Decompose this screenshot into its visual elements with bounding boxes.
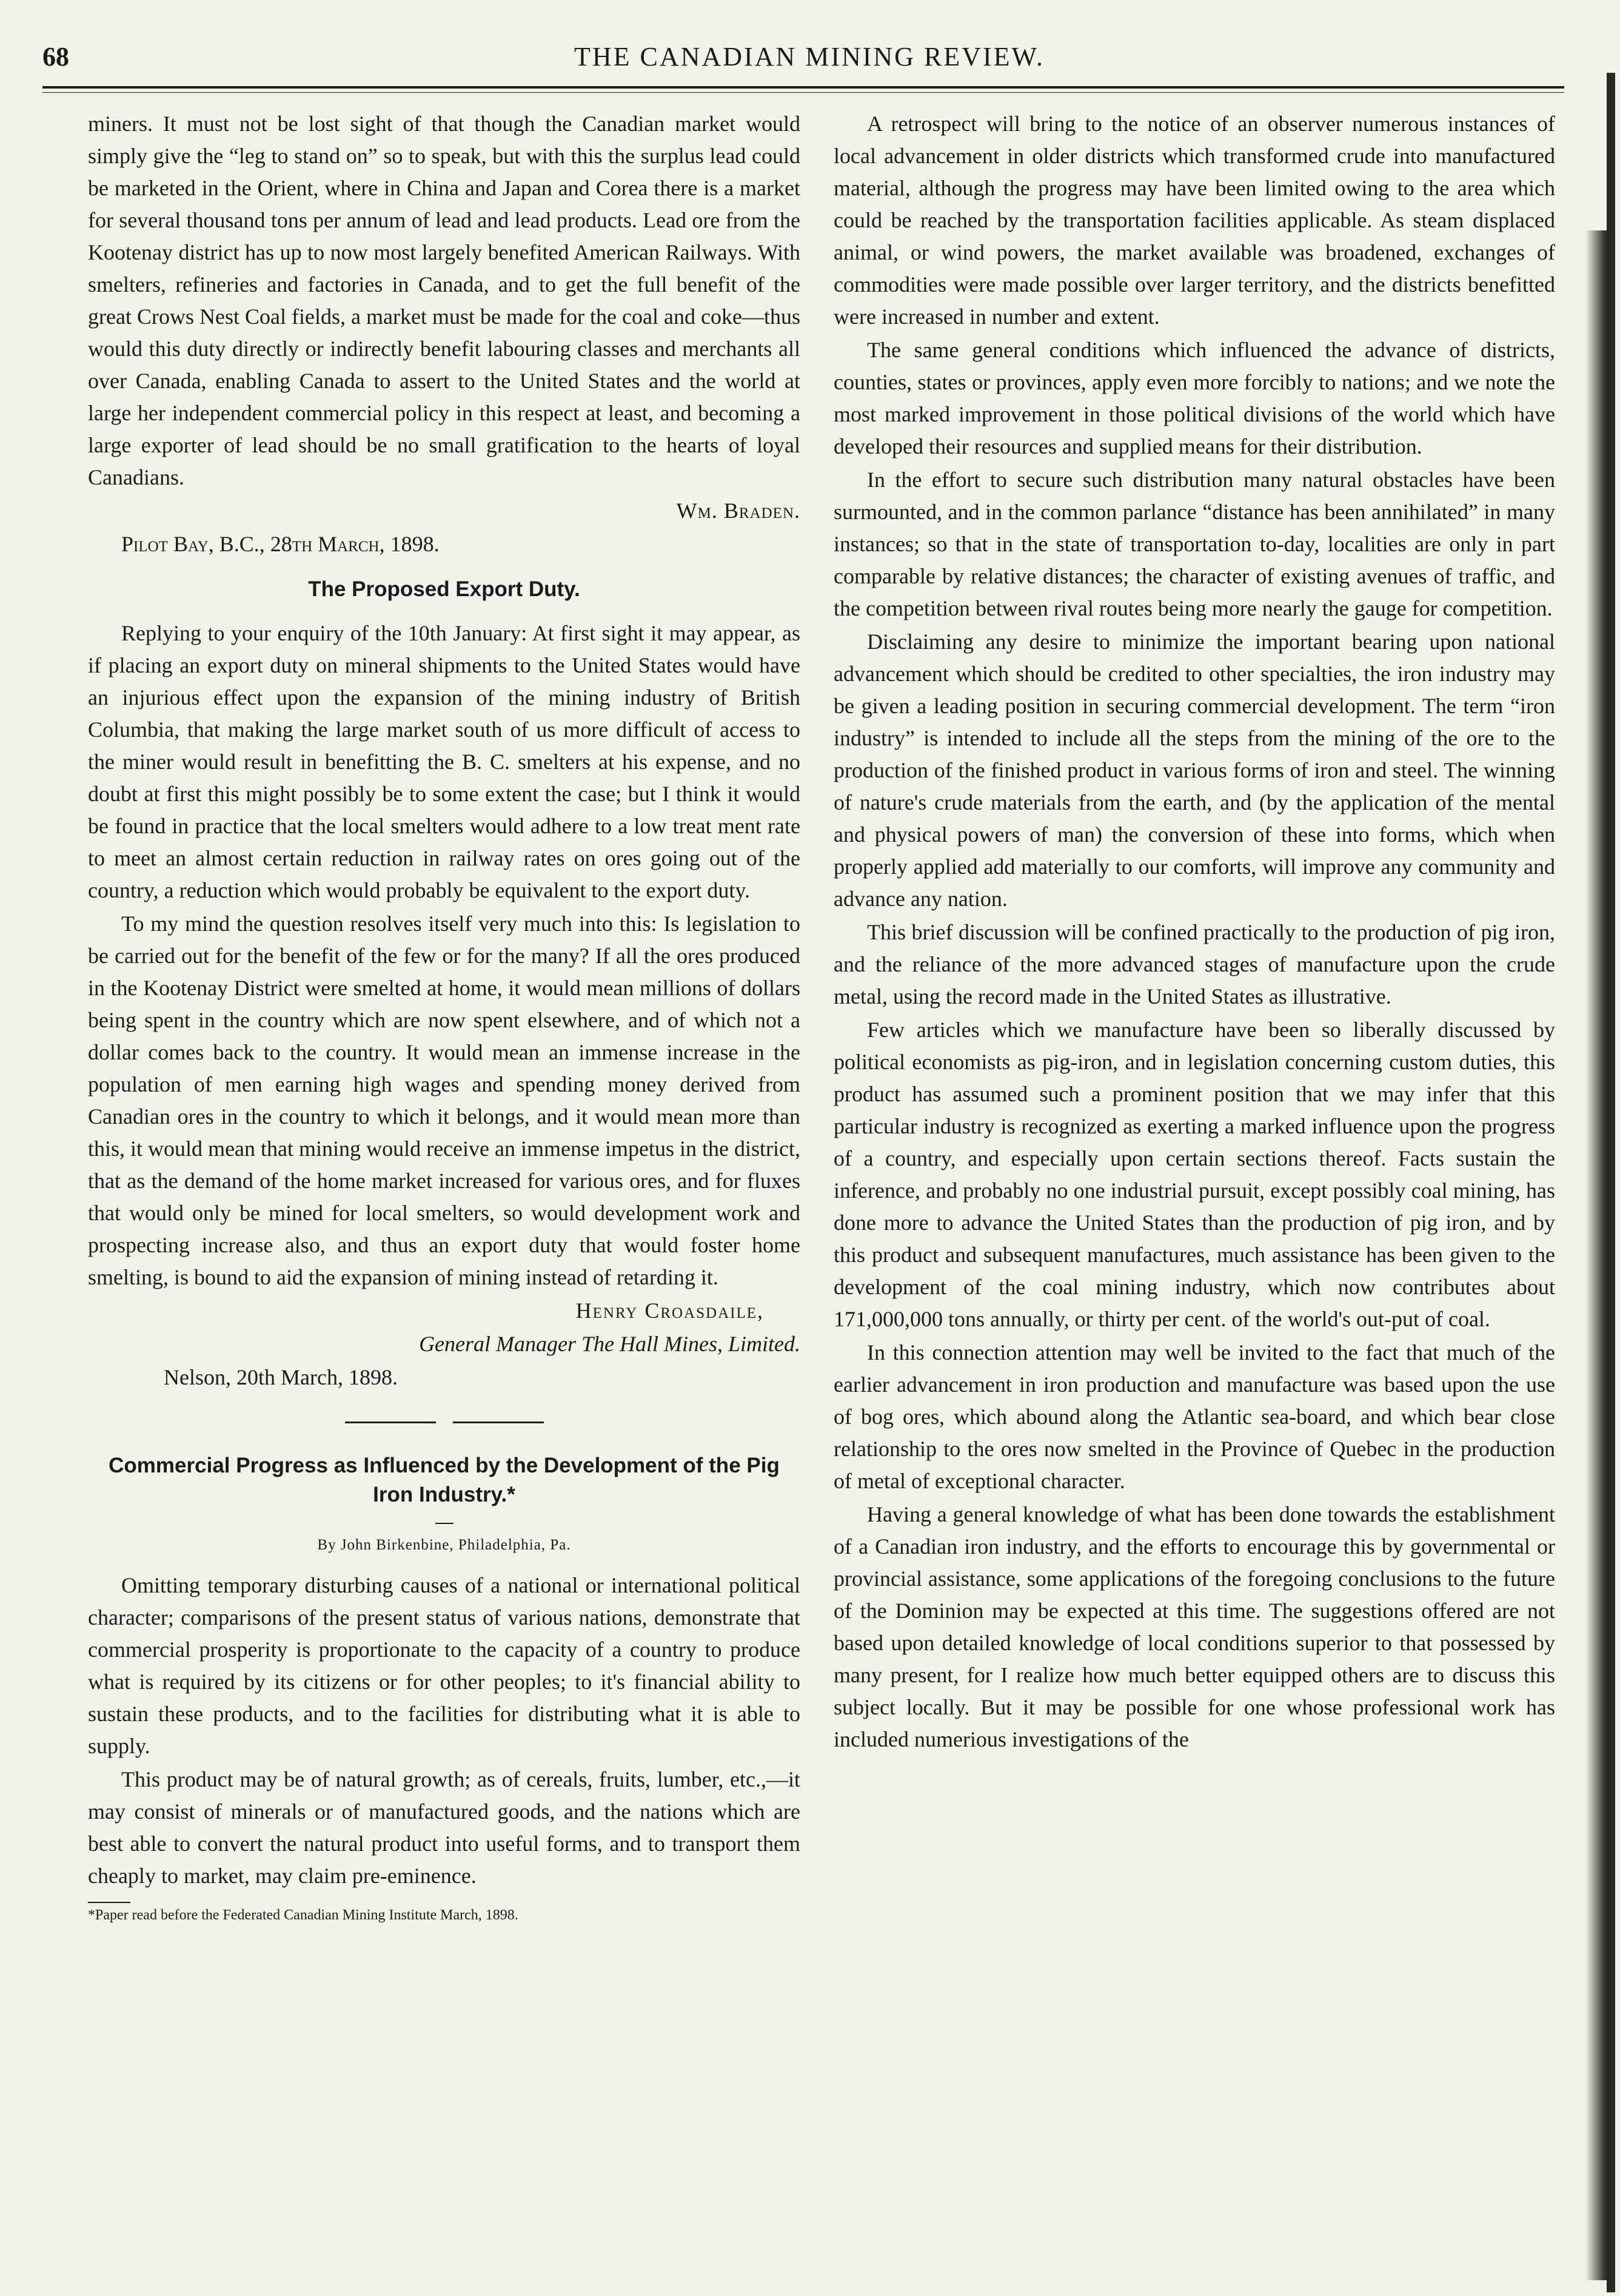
heading-export-duty: The Proposed Export Duty. xyxy=(308,577,580,601)
signature-braden: Wm. Braden. xyxy=(676,498,800,523)
left-paragraph-4: Omitting temporary disturbing causes of a national or international political character; comparisons of the present status of various nations, demonstrate that commercial prosperity is proportionate to the capacity of a country to produce what is required by its citizens or for other peoples; to it's financial ability to sustain these products, and to the facilities for distributing what it is able to supply. xyxy=(88,1573,800,1758)
footnote: *Paper read before the Federated Canadian Mining Institute March, 1898. xyxy=(88,1907,518,1923)
byline: By John Birkenbine, Philadelphia, Pa. xyxy=(317,1537,571,1553)
left-paragraph-1: miners. It must not be lost sight of that though the Canadian market would simply give the “leg to stand on” so to speak, but with this the surplus lead could be marketed in the Orient, where in China and Japan and Corea there is a market for several thousand tons per annum of lead and lead products. Lead ore from the Kootenay district has up to now most largely benefited American Railways. With smelters, refineries and factories in Canada, and to get the full benefit of the great Crows Nest Coal fields, a market must be made for the coal and coke—thus would this duty directly or indirectly benefit labouring classes and merchants all over Canada, enabling Canada to assert to the United States and the world at large her independent commercial policy in this respect at least, and becoming a large exporter of lead should be no small gratification to the hearts of loyal Canadians. xyxy=(88,112,800,489)
right-paragraph-5: This brief discussion will be confined practically to the production of pig iron, and the reliance of the more advanced stages of manufacture upon the crude metal, using the record made in the United States as illustrative. xyxy=(834,920,1555,1009)
scan-edge-shadow xyxy=(1585,230,1610,2280)
scan-edge-binding xyxy=(1607,73,1615,2292)
right-paragraph-1: A retrospect will bring to the notice of an observer numerous instances of local advancement in older districts which transformed crude into manufactured material, although the progress may have been limited owing to the area which could be reached by the transportation facilities applicable. As steam displaced animal, or wind powers, the market available was broadened, exchanges of commodities were made possible over larger territory, and the districts benefitted were increased in number and extent. xyxy=(834,112,1555,329)
right-paragraph-4: Disclaiming any desire to minimize the important bearing upon national advancement which should be credited to other specialties, the iron industry may be given a leading position in securing commercial development. The term “iron industry” is intended to include all the steps from the mining of the ore to the production of the finished product in various forms of iron and steel. The winning of nature's crude materials from the earth, and (by the application of the mental and physical powers of man) the conversion of these into forms, which when properly applied add materially to our comforts, will improve any community and advance any nation. xyxy=(834,629,1555,911)
dateline-nelson: Nelson, 20th March, 1898. xyxy=(164,1365,398,1389)
right-paragraph-6: Few articles which we manufacture have been so liberally discussed by political economists as pig-iron, and in legislation concerning custom duties, this product has assumed such a prominent position that we may infer that this particular industry is recognized as exerting a marked influence upon the progress of a country, and especially upon certain sections thereof. Facts sustain the inference, and probably no one industrial pursuit, except possibly coal mining, has done more to advance the United States than the production of pig iron, and by this product and subsequent manufactures, much assistance has been given to the development of the coal mining industry, which now contributes about 171,000,000 tons annually, or thirty per cent. of the world's out-put of coal. xyxy=(834,1018,1555,1331)
page-number: 68 xyxy=(42,42,69,72)
left-paragraph-2: Replying to your enquiry of the 10th January: At first sight it may appear, as if placing an export duty on mineral shipments to the United States would have an injurious effect upon the expansion of the mining industry of British Columbia, that making the large market south of us more difficult of access to the miner would result in benefitting the B. C. smelters at his expense, and no doubt at first this might possibly be to some extent the case; but I think it would be found in practice that the local smelters would adhere to a low treat ment rate to meet an almost certain reduction in railway rates on ores going out of the country, a reduction which would probably be equivalent to the export duty. xyxy=(88,621,800,902)
header-rule-thin xyxy=(42,92,1564,93)
right-paragraph-7: In this connection attention may well be invited to the fact that much of the earlier advancement in iron production and manufacture was based upon the use of bog ores, which abound along the Atlantic sea-board, and which bear close relationship to the ores now smelted in the Province of Quebec in the production of metal of exceptional character. xyxy=(834,1340,1555,1493)
dateline-pilot-bay: Pilot Bay, B.C., 28th March, 1898. xyxy=(121,532,440,556)
heading-commercial-progress: Commercial Progress as Influenced by the Development of the Pig Iron Industry.* xyxy=(109,1454,780,1506)
left-paragraph-3: To my mind the question resolves itself very much into this: Is legislation to be carried out for the benefit of the few or for the many? If all the ores produced in the Kootenay District were smelted at home, it would mean millions of dollars being spent in the country which are now spent elsewhere, and of which not a dollar comes back to the country. It would mean an immense increase in the population of men earning high wages and spending money derived from Canadian ores in the country to which it belongs, and it would mean more than this, it would mean that mining would receive an immense impetus in the district, that as the demand of the home market increased for various ores, and for fluxes that would only be mined for local smelters, so would development work and prospecting increase also, and thus an export duty that would foster home smelting, is bound to aid the expansion of mining instead of retarding it. xyxy=(88,911,800,1289)
page-header xyxy=(42,35,1576,82)
heading-short-rule xyxy=(435,1523,454,1524)
left-column xyxy=(88,108,800,1925)
left-paragraph-5: This product may be of natural growth; as of cereals, fruits, lumber, etc.,—it may consist of minerals or of manufactured goods, and the nations which are best able to convert the natural product into useful forms, and to transport them cheaply to market, may claim pre-eminence. xyxy=(88,1767,800,1888)
signature-croasdaile-title: General Manager The Hall Mines, Limited. xyxy=(419,1332,800,1356)
right-paragraph-2: The same general conditions which influenced the advance of districts, counties, states or provinces, apply even more forcibly to nations; and we note the most marked improvement in those political divisions of the world which have developed their resources and supplied means for their distribution. xyxy=(834,338,1555,458)
right-column xyxy=(834,108,1555,1756)
right-paragraph-8: Having a general knowledge of what has been done towards the establishment of a Canadian iron industry, and the efforts to encourage this by governmental or provincial assistance, some applications of the foregoing conclusions to the future of the Dominion may be expected at this time. The suggestions offered are not based upon detailed knowledge of local conditions superior to that possessed by many present, for I realize how much better equipped others are to discuss this subject locally. But it may be possible for one whose professional work has included numerious investigations of the xyxy=(834,1502,1555,1751)
journal-title: THE CANADIAN MINING REVIEW. xyxy=(574,42,1045,72)
footnote-rule xyxy=(88,1902,130,1903)
header-rule xyxy=(42,86,1564,89)
section-divider xyxy=(88,1405,800,1437)
signature-croasdaile-name: Henry Croasdaile, xyxy=(575,1298,764,1323)
right-paragraph-3: In the effort to secure such distribution many natural obstacles have been surmounted, and in the common parlance “distance has been annihilated” in many instances; so that in the state of transportation to-day, localities are only in part comparable by relative distances; the character of existing avenues of traffic, and the competition between rival routes being more nearly the gauge for competition. xyxy=(834,468,1555,620)
